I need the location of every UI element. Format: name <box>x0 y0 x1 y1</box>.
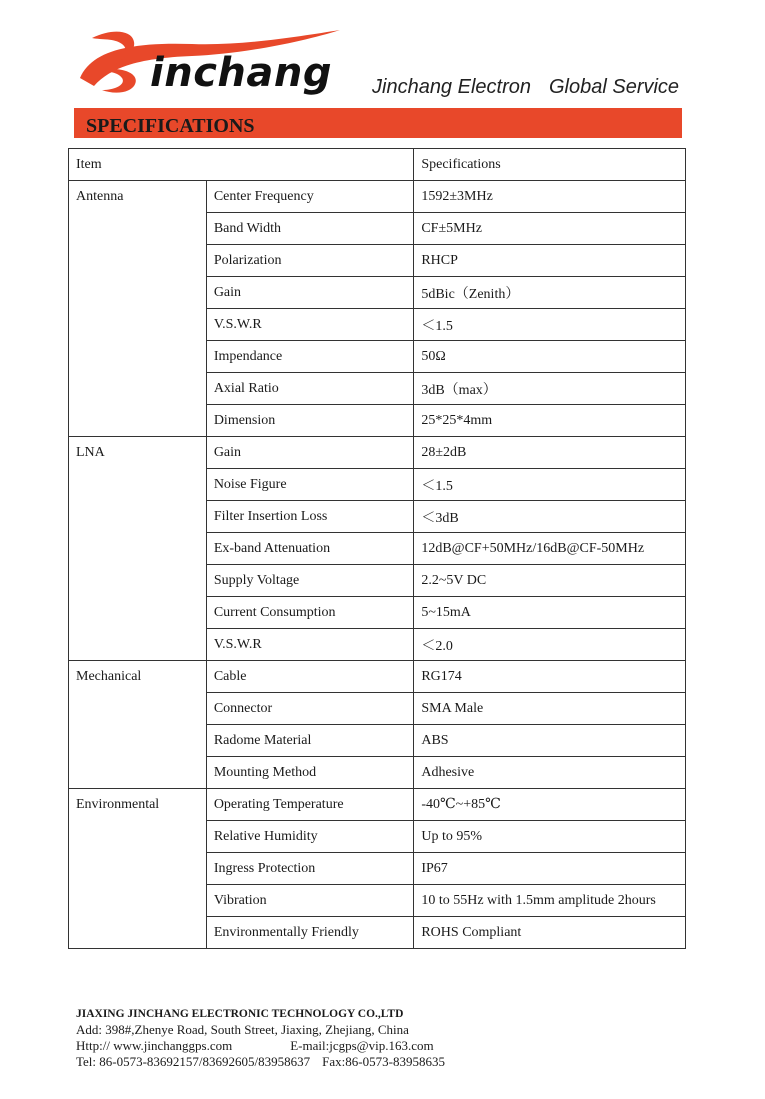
parameter-cell: Dimension <box>206 405 414 437</box>
value-cell: 2.2~5V DC <box>414 565 686 597</box>
footer-email: E-mail:jcgps@vip.163.com <box>290 1038 434 1053</box>
value-cell: 3dB（max） <box>414 373 686 405</box>
parameter-cell: Mounting Method <box>206 757 414 789</box>
value-cell: ＜1.5 <box>414 309 686 341</box>
value-cell: 10 to 55Hz with 1.5mm amplitude 2hours <box>414 885 686 917</box>
value-cell: 1592±3MHz <box>414 181 686 213</box>
table-row <box>69 437 686 469</box>
header-item: Item <box>69 149 414 181</box>
tagline-company: Jinchang Electron <box>372 76 531 98</box>
parameter-cell: Operating Temperature <box>206 789 414 821</box>
value-cell: CF±5MHz <box>414 213 686 245</box>
parameter-cell: Ingress Protection <box>206 853 414 885</box>
category-cell: Mechanical <box>69 661 207 789</box>
parameter-cell: Environmentally Friendly <box>206 917 414 949</box>
parameter-cell: Connector <box>206 693 414 725</box>
parameter-cell: Center Frequency <box>206 181 414 213</box>
parameter-cell: V.S.W.R <box>206 309 414 341</box>
footer-web-row <box>76 1038 445 1054</box>
specifications-table <box>68 148 686 949</box>
value-cell: 25*25*4mm <box>414 405 686 437</box>
parameter-cell: Noise Figure <box>206 469 414 501</box>
footer-phone-row <box>76 1054 445 1070</box>
parameter-cell: V.S.W.R <box>206 629 414 661</box>
value-cell: RHCP <box>414 245 686 277</box>
footer <box>76 1006 445 1070</box>
value-cell: 5dBic（Zenith） <box>414 277 686 309</box>
parameter-cell: Cable <box>206 661 414 693</box>
table-row <box>69 181 686 213</box>
value-cell: ＜2.0 <box>414 629 686 661</box>
value-cell: ABS <box>414 725 686 757</box>
table-header-row <box>69 149 686 181</box>
parameter-cell: Radome Material <box>206 725 414 757</box>
category-cell: LNA <box>69 437 207 661</box>
value-cell: Up to 95% <box>414 821 686 853</box>
header-specifications: Specifications <box>414 149 686 181</box>
parameter-cell: Relative Humidity <box>206 821 414 853</box>
section-banner <box>74 108 682 138</box>
value-cell: ROHS Compliant <box>414 917 686 949</box>
parameter-cell: Polarization <box>206 245 414 277</box>
parameter-cell: Current Consumption <box>206 597 414 629</box>
parameter-cell: Axial Ratio <box>206 373 414 405</box>
parameter-cell: Impendance <box>206 341 414 373</box>
value-cell: 28±2dB <box>414 437 686 469</box>
table-row <box>69 661 686 693</box>
parameter-cell: Supply Voltage <box>206 565 414 597</box>
footer-company: JIAXING JINCHANG ELECTRONIC TECHNOLOGY CO.,LTD <box>76 1008 404 1020</box>
header-tagline <box>372 76 679 99</box>
value-cell: Adhesive <box>414 757 686 789</box>
banner-title: SPECIFICATIONS <box>86 115 255 137</box>
value-cell: ＜3dB <box>414 501 686 533</box>
value-cell: -40℃~+85℃ <box>414 789 686 821</box>
category-cell: Environmental <box>69 789 207 949</box>
category-cell: Antenna <box>69 181 207 437</box>
value-cell: ＜1.5 <box>414 469 686 501</box>
parameter-cell: Band Width <box>206 213 414 245</box>
table-row <box>69 789 686 821</box>
value-cell: RG174 <box>414 661 686 693</box>
value-cell: SMA Male <box>414 693 686 725</box>
parameter-cell: Filter Insertion Loss <box>206 501 414 533</box>
footer-website: Http:// www.jinchanggps.com <box>76 1038 233 1053</box>
parameter-cell: Gain <box>206 437 414 469</box>
footer-address: Add: 398#,Zhenye Road, South Street, Jiaxing, Zhejiang, China <box>76 1022 409 1037</box>
value-cell: 5~15mA <box>414 597 686 629</box>
logo-wordmark: inchang <box>150 50 332 96</box>
footer-tel: Tel: 86-0573-83692157/83692605/83958637 <box>76 1054 311 1069</box>
tagline-service: Global Service <box>548 76 680 98</box>
footer-fax: Fax:86-0573-83958635 <box>322 1054 445 1069</box>
value-cell: 50Ω <box>414 341 686 373</box>
parameter-cell: Vibration <box>206 885 414 917</box>
value-cell: IP67 <box>414 853 686 885</box>
parameter-cell: Ex-band Attenuation <box>206 533 414 565</box>
value-cell: 12dB@CF+50MHz/16dB@CF-50MHz <box>414 533 686 565</box>
parameter-cell: Gain <box>206 277 414 309</box>
company-logo <box>72 20 347 100</box>
